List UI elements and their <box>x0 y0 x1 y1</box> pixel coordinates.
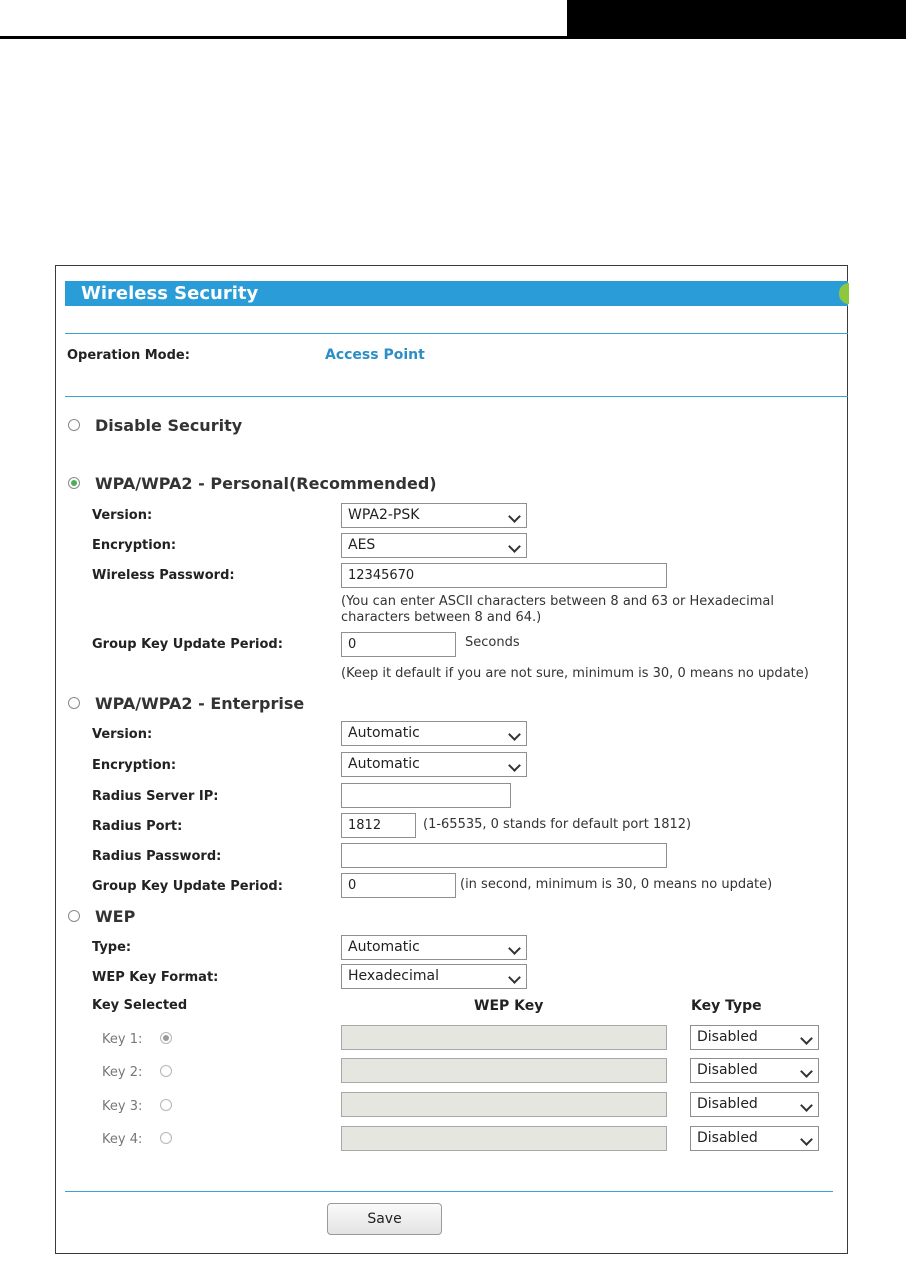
operation-mode-label: Operation Mode: <box>67 348 190 363</box>
wpa-enterprise-encryption-select[interactable] <box>341 752 527 777</box>
wpa-enterprise-title: WPA/WPA2 - Enterprise <box>95 694 305 713</box>
key-2-type-value: Disabled <box>697 1062 758 1078</box>
disable-security-label: Disable Security <box>95 416 243 435</box>
chevron-down-icon <box>508 942 521 955</box>
chevron-down-icon <box>508 540 521 553</box>
key-type-header: Key Type <box>691 998 762 1014</box>
group-key-period-unit: Seconds <box>465 635 520 650</box>
chevron-down-icon <box>800 1032 813 1045</box>
chevron-down-icon <box>800 1133 813 1146</box>
chevron-down-icon <box>800 1065 813 1078</box>
key-2-type-select[interactable] <box>690 1058 819 1083</box>
page-title <box>65 281 848 306</box>
group-key-period-input[interactable]: 0 <box>341 632 456 657</box>
header-rule <box>0 36 906 39</box>
wep-key-format-select[interactable] <box>341 964 527 989</box>
wpa-personal-encryption-label: Encryption: <box>92 538 177 553</box>
wep-type-value: Automatic <box>348 939 420 955</box>
wep-key-header: WEP Key <box>474 998 544 1014</box>
divider <box>65 333 848 334</box>
key-3-type-select[interactable] <box>690 1092 819 1117</box>
key-2-label: Key 2: <box>102 1065 143 1080</box>
chevron-down-icon <box>508 728 521 741</box>
wpa-enterprise-version-value: Automatic <box>348 725 420 741</box>
chevron-down-icon <box>508 971 521 984</box>
key-4-radio[interactable] <box>160 1132 172 1144</box>
key-3-label: Key 3: <box>102 1099 143 1114</box>
radius-password-label: Radius Password: <box>92 849 222 864</box>
key-2-radio[interactable] <box>160 1065 172 1077</box>
save-button[interactable]: Save <box>327 1203 442 1235</box>
key-2-input[interactable] <box>341 1058 667 1083</box>
wireless-password-note: (You can enter ASCII characters between 8 and 63 or Hexadecimal characters between 8 and 64.) <box>341 594 774 625</box>
wpa-enterprise-radio[interactable] <box>68 697 80 709</box>
radius-port-label: Radius Port: <box>92 819 183 834</box>
divider <box>65 396 848 397</box>
radius-password-input[interactable] <box>341 843 667 868</box>
wep-radio[interactable] <box>68 910 80 922</box>
key-3-type-value: Disabled <box>697 1096 758 1112</box>
wpa-personal-encryption-value: AES <box>348 537 376 553</box>
radius-server-ip-input[interactable] <box>341 783 511 808</box>
wep-key-format-value: Hexadecimal <box>348 968 439 984</box>
radius-server-ip-label: Radius Server IP: <box>92 789 219 804</box>
wpa-personal-version-label: Version: <box>92 508 153 523</box>
key-4-input[interactable] <box>341 1126 667 1151</box>
key-4-type-select[interactable] <box>690 1126 819 1151</box>
key-4-label: Key 4: <box>102 1132 143 1147</box>
wep-type-label: Type: <box>92 940 132 955</box>
radius-port-note: (1-65535, 0 stands for default port 1812) <box>423 817 692 832</box>
disable-security-radio[interactable] <box>68 419 80 431</box>
group-key-period-note: (Keep it default if you are not sure, minimum is 30, 0 means no update) <box>341 666 809 681</box>
chevron-down-icon <box>508 510 521 523</box>
wpa-enterprise-version-select[interactable] <box>341 721 527 746</box>
wpa-personal-encryption-select[interactable] <box>341 533 527 558</box>
key-4-type-value: Disabled <box>697 1130 758 1146</box>
wpa-enterprise-version-label: Version: <box>92 727 153 742</box>
enterprise-group-key-label: Group Key Update Period: <box>92 879 283 894</box>
wireless-password-label: Wireless Password: <box>92 568 235 583</box>
wpa-personal-radio[interactable] <box>68 477 80 489</box>
divider <box>65 1191 833 1192</box>
key-1-label: Key 1: <box>102 1032 143 1047</box>
key-1-type-select[interactable] <box>690 1025 819 1050</box>
wpa-enterprise-encryption-value: Automatic <box>348 756 420 772</box>
wpa-personal-title: WPA/WPA2 - Personal(Recommended) <box>95 474 437 493</box>
wpa-personal-version-value: WPA2-PSK <box>348 507 420 523</box>
key-selected-header: Key Selected <box>92 998 188 1013</box>
header-black-block <box>567 0 906 38</box>
enterprise-group-key-input[interactable]: 0 <box>341 873 456 898</box>
page-title-text: Wireless Security <box>81 283 259 304</box>
key-3-radio[interactable] <box>160 1099 172 1111</box>
operation-mode-value: Access Point <box>325 347 425 363</box>
chevron-down-icon <box>508 759 521 772</box>
radius-port-input[interactable]: 1812 <box>341 813 416 838</box>
wep-title: WEP <box>95 907 136 926</box>
wep-type-select[interactable] <box>341 935 527 960</box>
key-1-radio[interactable] <box>160 1032 172 1044</box>
title-cap-decoration <box>839 283 849 304</box>
wireless-security-panel <box>55 265 848 1254</box>
group-key-period-label: Group Key Update Period: <box>92 637 283 652</box>
enterprise-group-key-note: (in second, minimum is 30, 0 means no update) <box>460 877 773 892</box>
wireless-password-input[interactable]: 12345670 <box>341 563 667 588</box>
key-1-input[interactable] <box>341 1025 667 1050</box>
chevron-down-icon <box>800 1099 813 1112</box>
key-3-input[interactable] <box>341 1092 667 1117</box>
wep-key-format-label: WEP Key Format: <box>92 970 219 985</box>
key-1-type-value: Disabled <box>697 1029 758 1045</box>
wpa-personal-version-select[interactable] <box>341 503 527 528</box>
wpa-enterprise-encryption-label: Encryption: <box>92 758 177 773</box>
